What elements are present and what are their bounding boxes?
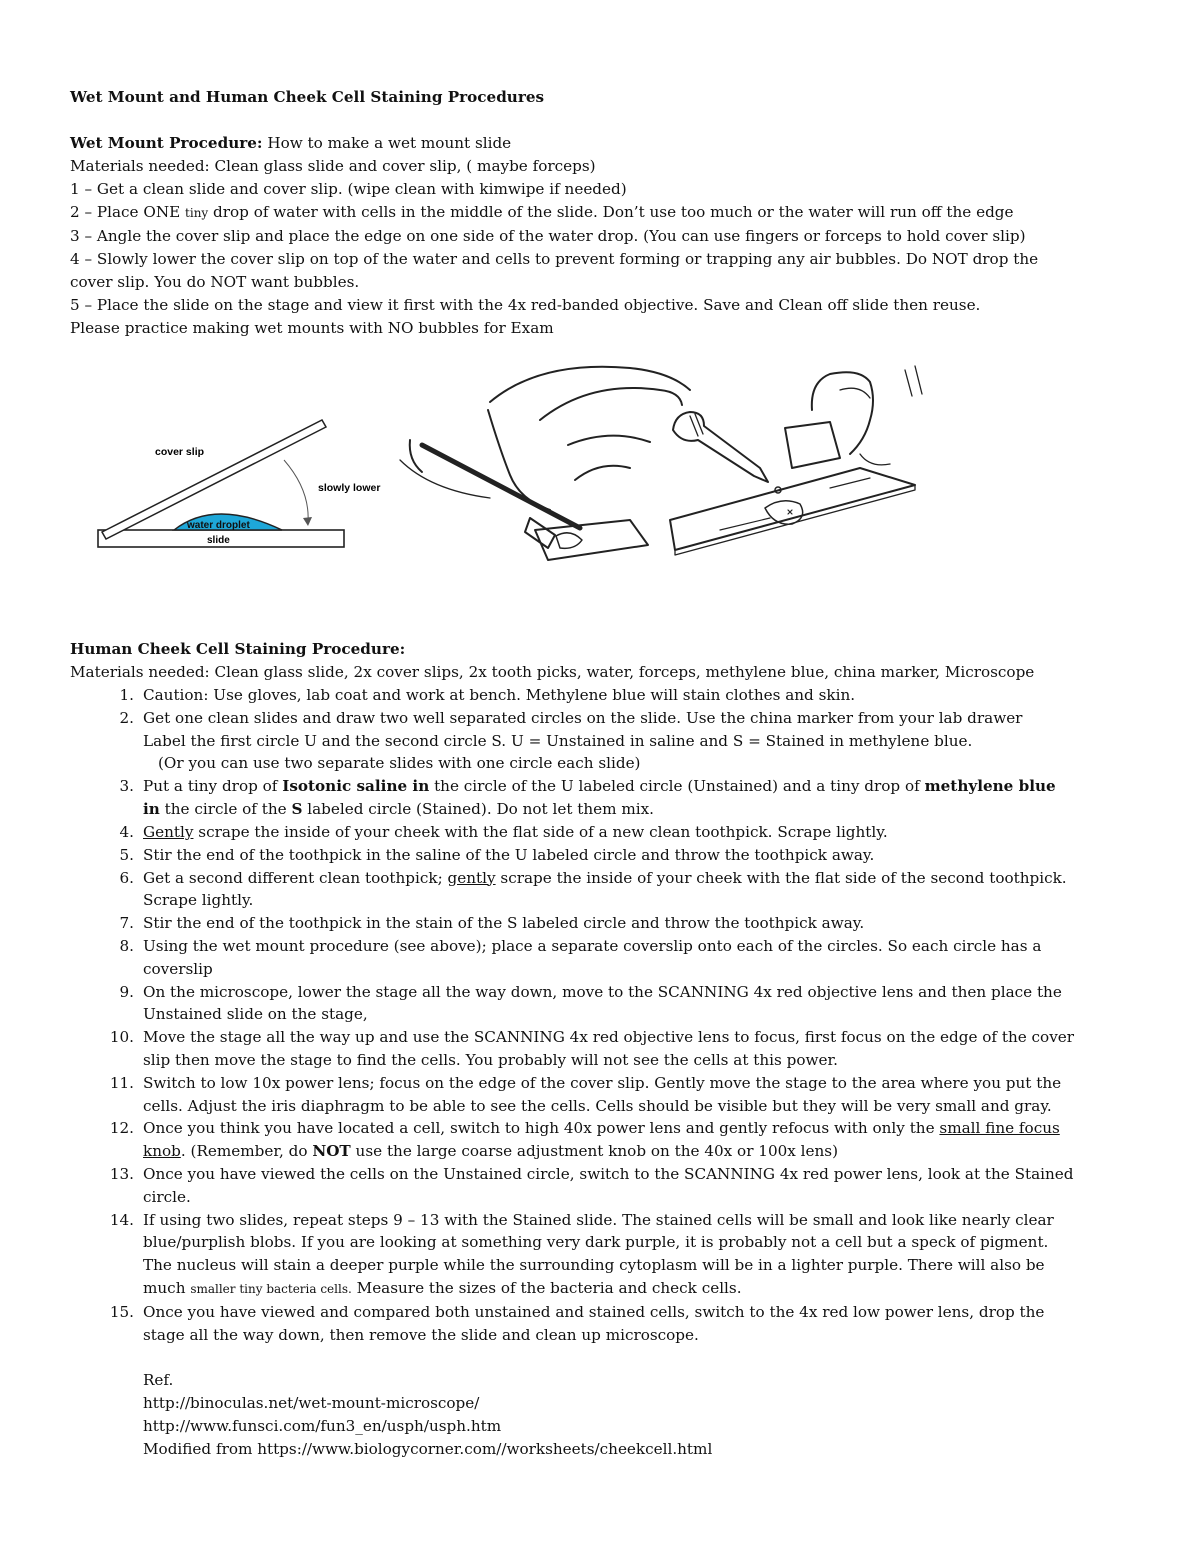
- step2-tiny: tiny: [185, 206, 209, 220]
- step-underline: small fine focus: [939, 1119, 1060, 1138]
- step-text: . (Remember, do: [180, 1142, 313, 1161]
- step-underline: knob: [143, 1142, 181, 1161]
- wet-mount-step-1: 1 – Get a clean slide and cover slip. (wipe clean with kimwipe if needed): [70, 180, 627, 198]
- wet-mount-step-3: 3 – Angle the cover slip and place the edge on one side of the water drop. (You can use fingers or forceps to hold cover slip): [70, 227, 1026, 245]
- step-underline: Gently: [143, 822, 194, 841]
- step-text: slip then move the stage to find the cells. You probably will not see the cells at this power.: [143, 1050, 838, 1069]
- step-text: Stir the end of the toothpick in the saline of the U labeled circle and throw the toothpick away.: [143, 845, 875, 864]
- step-bold: methylene blue: [924, 777, 1056, 796]
- step-text: the circle of the: [159, 800, 292, 819]
- step-text: Get a second different clean toothpick;: [143, 868, 448, 887]
- step2-text-a: 2 – Place ONE: [70, 203, 186, 221]
- step-text: On the microscope, lower the stage all the way down, move to the SCANNING 4x red objective lens and then place the: [143, 982, 1062, 1001]
- step-text: use the large coarse adjustment knob on the 40x or 100x lens): [350, 1142, 839, 1161]
- wet-mount-step-2: [70, 201, 1140, 225]
- wet-mount-illustration: [70, 350, 1140, 608]
- illustration-svg: [70, 350, 1140, 608]
- step-text: Using the wet mount procedure (see above); place a separate coverslip onto each of the circles. So each circle has a: [143, 936, 1042, 955]
- staining-steps-list: [70, 684, 1140, 752]
- step-bold: in: [143, 800, 160, 819]
- step-number: 13.: [109, 1164, 134, 1183]
- step-12-line2: [143, 1140, 1140, 1163]
- wet-mount-practice-note: Please practice making wet mounts with NO bubbles for Exam: [70, 319, 554, 337]
- slowly-lower-label: slowly lower: [318, 482, 381, 494]
- lower-arrow: [284, 460, 308, 522]
- step-number: 2.: [119, 708, 134, 727]
- step-text: the circle of the U labeled circle (Unstained) and a tiny drop of: [429, 777, 925, 796]
- step-number: 8.: [119, 936, 134, 955]
- step-text: Scrape lightly.: [143, 891, 254, 910]
- slide-label: slide: [207, 535, 230, 546]
- step-number: 4.: [119, 822, 134, 841]
- step-number: 1.: [119, 686, 134, 704]
- step-number: 15.: [109, 1302, 134, 1321]
- water-droplet-label: water droplet: [187, 520, 250, 531]
- reference-link[interactable]: Modified from https://www.biologycorner.com//worksheets/cheekcell.html: [143, 1440, 713, 1459]
- step-text: Once you have viewed the cells on the Unstained circle, switch to the SCANNING 4x red power lens, look at the Stained: [143, 1164, 1074, 1183]
- step-underline: gently: [447, 868, 496, 887]
- step-text: cells. Adjust the iris diaphragm to be able to see the cells. Cells should be visible but they will be very small and gray.: [143, 1096, 1052, 1115]
- cover-slip-label: cover slip: [155, 446, 205, 458]
- step-bold: Isotonic saline in: [282, 777, 430, 796]
- step-text: blue/purplish blobs. If you are looking at something very dark purple, it is probably not a cell but a speck of pigment.: [143, 1233, 1049, 1252]
- step-text: Measure the sizes of the bacteria and check cells.: [351, 1278, 742, 1297]
- step-6-line1: [143, 867, 1140, 890]
- staining-step-7: [70, 912, 1140, 935]
- staining-step-1: [70, 684, 1140, 707]
- step-text: Unstained slide on the stage,: [143, 1005, 368, 1024]
- reference-link[interactable]: http://www.funsci.com/fun3_en/usph/usph.htm: [143, 1417, 502, 1436]
- step-text: Move the stage all the way up and use the SCANNING 4x red objective lens to focus, first focus on the edge of the cover: [143, 1028, 1075, 1047]
- staining-step-4: [70, 821, 1140, 844]
- step-number: 14.: [109, 1210, 134, 1229]
- reference-link[interactable]: http://binoculas.net/wet-mount-microscope/: [143, 1394, 480, 1413]
- step-text: scrape the inside of your cheek with the flat side of a new clean toothpick. Scrape lightly.: [193, 822, 888, 841]
- step-text: Once you think you have located a cell, switch to high 40x power lens and gently refocus with only the: [143, 1119, 940, 1138]
- step-text: scrape the inside of your cheek with the flat side of the second toothpick.: [495, 868, 1067, 887]
- wet-mount-materials: Materials needed: Clean glass slide and cover slip, ( maybe forceps): [70, 157, 596, 175]
- staining-steps-list-cont: [70, 775, 1140, 1346]
- step-text: coverslip: [143, 959, 213, 978]
- staining-step-5: [70, 844, 1140, 867]
- step-number: 10.: [109, 1028, 134, 1047]
- staining-step-6: [70, 867, 1140, 913]
- staining-step-15: [70, 1301, 1140, 1347]
- staining-heading-text: Human Cheek Cell Staining Procedure:: [70, 640, 406, 658]
- step-3-line2: [143, 798, 1140, 821]
- references: [70, 1369, 1140, 1461]
- step2-text-b: drop of water with cells in the middle of the slide. Don’t use too much or the water will run off the edge: [208, 203, 1014, 221]
- step-bold: NOT: [312, 1142, 351, 1161]
- step-text: The nucleus will stain a deeper purple while the surrounding cytoplasm will be in a lighter purple. There will also be: [143, 1256, 1045, 1275]
- wet-mount-step-4-line2: cover slip. You do NOT want bubbles.: [70, 273, 360, 291]
- step-text: If using two slides, repeat steps 9 – 13 with the Stained slide. The stained cells will be small and look like nearly clear: [143, 1210, 1054, 1229]
- lower-arrow-head: [303, 517, 312, 526]
- step-number: 12.: [109, 1119, 134, 1138]
- step-14-line4: [143, 1277, 1140, 1301]
- step-number: 7.: [119, 914, 134, 933]
- wet-mount-heading: Wet Mount Procedure:: [70, 134, 263, 152]
- step-number: 9.: [119, 982, 134, 1001]
- step-number: 6.: [119, 868, 134, 887]
- wet-mount-step-5: 5 – Place the slide on the stage and view it first with the 4x red-banded objective. Save and Clean off slide then reuse.: [70, 296, 981, 314]
- step-text: Get one clean slides and draw two well separated circles on the slide. Use the china marker from your lab drawer: [143, 708, 1023, 727]
- wet-mount-step-4-line1: 4 – Slowly lower the cover slip on top of the water and cells to prevent forming or trapping any air bubbles. Do NOT drop the: [70, 250, 1039, 268]
- staining-step-14: [70, 1209, 1140, 1301]
- step-12-line1: [143, 1117, 1140, 1140]
- staining-step-2: [70, 707, 1140, 753]
- step-bold: S: [291, 800, 303, 819]
- step-text: labeled circle (Stained). Do not let them mix.: [302, 800, 655, 819]
- staining-materials: Materials needed: Clean glass slide, 2x cover slips, 2x tooth picks, water, forceps, methylene blue, china marker, Microscope: [70, 663, 1035, 681]
- hand-toothpick-drawing: [400, 367, 690, 560]
- staining-step-3: [70, 775, 1140, 821]
- wet-mount-heading-line: [70, 132, 1140, 155]
- step-text: stage all the way down, then remove the slide and clean up microscope.: [143, 1325, 699, 1344]
- step-text: much: [143, 1278, 191, 1297]
- staining-step-8: [70, 935, 1140, 981]
- dropper-slide-drawing: [670, 366, 922, 555]
- staining-step-10: [70, 1026, 1140, 1072]
- staining-step-11: [70, 1072, 1140, 1118]
- step-3-line1: [143, 775, 1140, 798]
- step-text: Put a tiny drop of: [143, 777, 283, 796]
- staining-step-2-note: (Or you can use two separate slides with one circle each slide): [158, 754, 641, 773]
- step-text: Switch to low 10x power lens; focus on the edge of the cover slip. Gently move the stage to the area where you put the: [143, 1073, 1062, 1092]
- page-title: Wet Mount and Human Cheek Cell Staining Procedures: [70, 88, 545, 106]
- document-page: [70, 86, 1140, 1461]
- staining-step-13: [70, 1163, 1140, 1209]
- staining-step-9: [70, 981, 1140, 1027]
- step-text: Once you have viewed and compared both unstained and stained cells, switch to the 4x red low power lens, drop the: [143, 1302, 1045, 1321]
- step-number: 5.: [119, 845, 134, 864]
- step-number: 11.: [109, 1073, 134, 1092]
- staining-step-12: [70, 1117, 1140, 1163]
- step-text: circle.: [143, 1187, 191, 1206]
- step-text: Label the first circle U and the second circle S. U = Unstained in saline and S = Stained in methylene blue.: [143, 731, 973, 750]
- references-label: Ref.: [143, 1371, 174, 1390]
- step-text: Stir the end of the toothpick in the stain of the S labeled circle and throw the toothpick away.: [143, 914, 865, 933]
- step-small-text: smaller tiny bacteria cells.: [190, 1281, 352, 1296]
- cover-slip-diagram: [98, 420, 380, 547]
- step-number: 3.: [119, 777, 134, 796]
- staining-heading: [70, 638, 1140, 661]
- step-text: Caution: Use gloves, lab coat and work at bench. Methylene blue will stain clothes and skin.: [143, 686, 856, 704]
- wet-mount-heading-rest: How to make a wet mount slide: [262, 134, 512, 152]
